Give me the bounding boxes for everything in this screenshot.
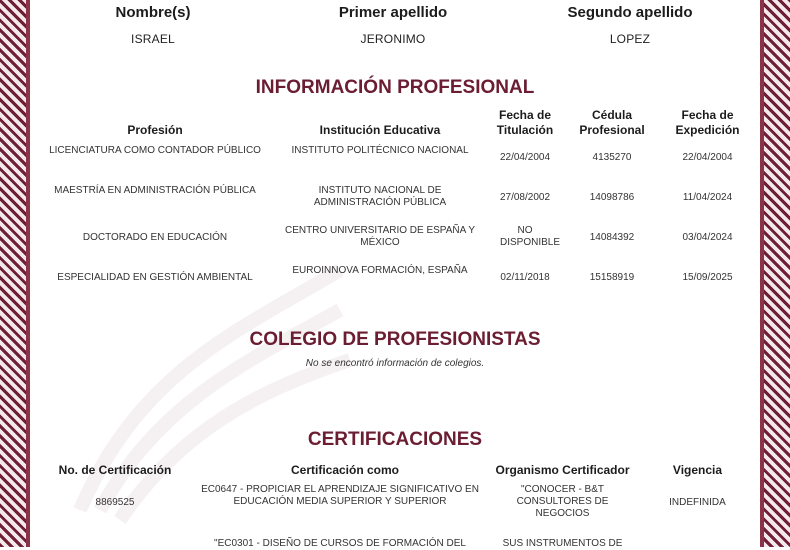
table-cell: MAESTRÍA EN ADMINISTRACIÓN PÚBLICA <box>54 185 256 196</box>
table-cell: INSTITUTO NACIONAL DE ADMINISTRACIÓN PÚBLICA <box>313 185 447 208</box>
table-cell: EUROINNOVA FORMACIÓN, ESPAÑA <box>292 265 468 276</box>
document-body <box>30 0 760 547</box>
header-segundo-apellido: Segundo apellido <box>567 4 693 21</box>
table-cell: 15/09/2025 <box>682 272 733 283</box>
th-cedula: Cédula Profesional <box>579 108 645 137</box>
th-vigencia: Vigencia <box>672 463 723 477</box>
section-title-certificaciones: CERTIFICACIONES <box>307 429 483 450</box>
table-cell: LICENCIATURA COMO CONTADOR PÚBLICO <box>49 145 261 156</box>
table-cell: 11/04/2024 <box>682 192 733 203</box>
th-organismo: Organismo Certificador <box>495 463 630 477</box>
th-profesion: Profesión <box>127 123 183 137</box>
table-cell: 14084392 <box>589 232 635 243</box>
table-cell: CENTRO UNIVERSITARIO DE ESPAÑA Y MÉXICO <box>284 225 476 248</box>
section-title-colegio: COLEGIO DE PROFESIONISTAS <box>249 329 541 350</box>
table-cell: 22/04/2004 <box>499 152 551 163</box>
decorative-border-left <box>0 0 30 547</box>
decorative-border-right <box>760 0 790 547</box>
table-cell: INDEFINIDA <box>669 497 726 508</box>
table-cell: 02/11/2018 <box>500 272 550 283</box>
table-cell: NO DISPONIBLE <box>500 225 561 248</box>
table-cell: EC0647 - PROPICIAR EL APRENDIZAJE SIGNIFICATIVO EN EDUCACIÓN MEDIA SUPERIOR Y SUPERIOR <box>201 484 479 507</box>
table-cell: INSTITUTO POLITÉCNICO NACIONAL <box>291 145 469 156</box>
table-cell: 03/04/2024 <box>682 232 733 243</box>
th-no-certificacion: No. de Certificación <box>58 463 172 477</box>
table-cell: "CONOCER - B&T CONSULTORES DE NEGOCIOS <box>516 484 609 519</box>
table-cell: 15158919 <box>589 272 635 283</box>
value-segundo-apellido: LOPEZ <box>609 32 651 46</box>
header-nombres: Nombre(s) <box>115 4 191 21</box>
table-cell: 22/04/2004 <box>682 152 733 163</box>
colegio-note: No se encontró información de colegios. <box>305 358 485 369</box>
table-cell: 14098786 <box>589 192 635 203</box>
th-fecha-expedicion: Fecha de Expedición <box>675 108 740 137</box>
table-cell: "EC0301 - DISEÑO DE CURSOS DE FORMACIÓN DEL <box>214 538 466 549</box>
table-cell: 4135270 <box>592 152 632 163</box>
table-cell: 8869525 <box>95 497 135 508</box>
th-certificacion-como: Certificación como <box>290 463 400 477</box>
header-primer-apellido: Primer apellido <box>338 4 448 21</box>
table-cell: 27/08/2002 <box>499 192 551 203</box>
th-institucion: Institución Educativa <box>319 123 441 137</box>
table-cell: ESPECIALIDAD EN GESTIÓN AMBIENTAL <box>57 272 253 283</box>
table-cell: SUS INSTRUMENTOS DE <box>502 538 623 549</box>
value-primer-apellido: JERONIMO <box>360 32 426 46</box>
table-cell: DOCTORADO EN EDUCACIÓN <box>82 232 228 243</box>
value-nombres: ISRAEL <box>131 32 175 46</box>
section-title-profesional: INFORMACIÓN PROFESIONAL <box>255 77 535 98</box>
th-fecha-titulacion: Fecha de Titulación <box>496 108 554 137</box>
